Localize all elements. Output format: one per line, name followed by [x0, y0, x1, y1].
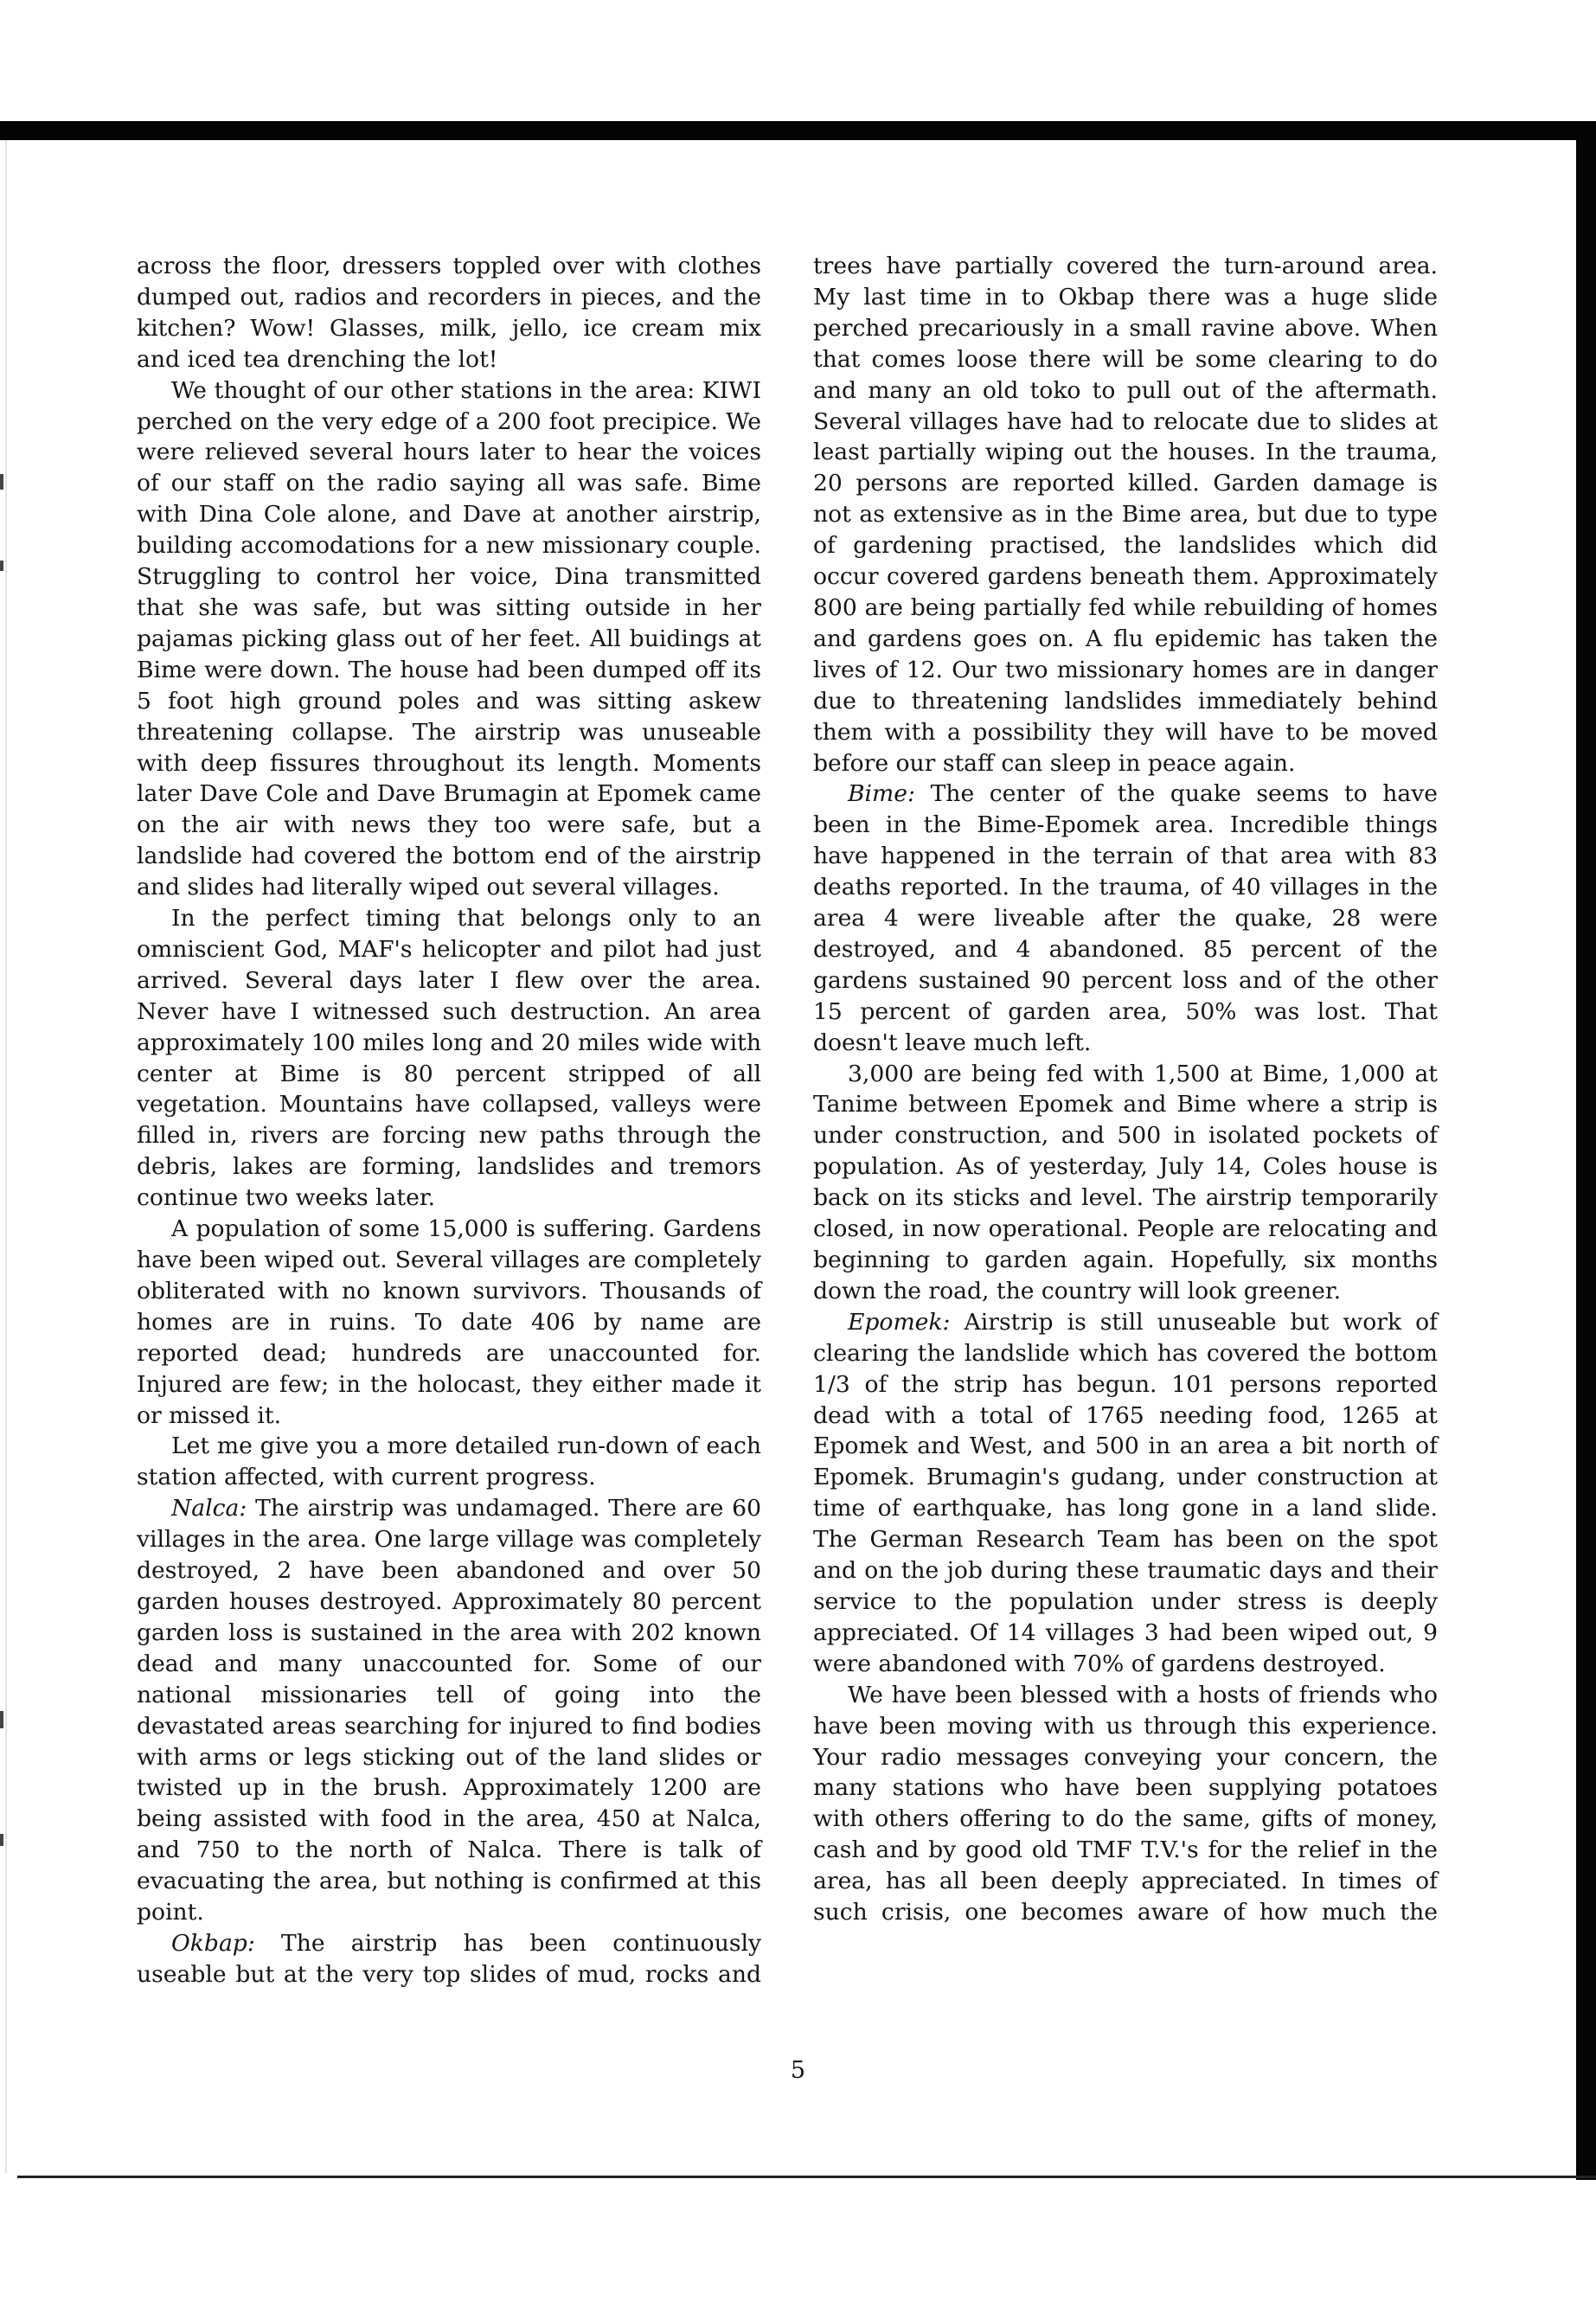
scan-edge-mark: [0, 1834, 3, 1846]
paragraph-bime: [813, 779, 1438, 1058]
page-number: 5: [790, 2057, 806, 2084]
scan-left-edge: [5, 140, 7, 2173]
paragraph-bime-text: The center of the quake seems to have been in the Bime-Epomek area. Incredible things have happened in the terrain of that area with 83 deaths reported. In the trauma, of 40 villages in the area 4 were liveable after the quake, 28 were destroyed, and 4 abandoned. 85 percent of the gardens sustained 90 percent loss and of the other 15 percent of garden area, 50% was lost. That doesn't leave much left.: [813, 780, 1438, 1056]
paragraph-nalca: [137, 1493, 761, 1928]
scan-edge-mark: [0, 561, 3, 571]
paragraph-nalca-text: The airstrip was undamaged. There are 60 villages in the area. One large village was completely destroyed, 2 have been abandoned and over 50 garden houses destroyed. Approximately 80 percent garden loss is sustained in the area with 202 known dead and many unaccounted for. Some of our national missionaries tell of going into the devastated areas searching for injured to find bodies with arms or legs sticking out of the land slides or twisted up in the brush. Approximately 1200 are being assisted with food in the area, 450 at Nalca, and 750 to the north of Nalca. There is talk of evacuating the area, but nothing is confirmed at this point.: [137, 1495, 761, 1926]
station-heading-okbap: Okbap:: [171, 1929, 255, 1957]
paragraph-epomek: [813, 1307, 1438, 1680]
right-column: [813, 251, 1438, 1928]
paragraph-rundown-intro: Let me give you a more detailed run-down of each station affected, with current progress.: [137, 1433, 761, 1491]
scan-edge-mark: [0, 474, 3, 490]
paragraph-population: A population of some 15,000 is suffering. Gardens have been wiped out. Several villages are completely obliterated with no known survivors. Thousands of homes are in ruins. To date 406 by name are reported dead; hundreds are unaccounted for. Injured are few; in the holocast, they either made it or missed it.: [137, 1215, 761, 1429]
scan-border-top: [0, 121, 1596, 140]
paragraph-okbap-continued: trees have partially covered the turn-around area. My last time in to Okbap there was a huge slide perched precariously in a small ravine above. When that comes loose there will be some clearing to do and many an old toko to pull out of the aftermath. Several villages have had to relocate due to slides at least partially wiping out the houses. In the trauma, 20 persons are reported killed. Garden damage is not as extensive as in the Bime area, but due to type of gardening practised, the landslides which did occur covered gardens beneath them. Approximately 800 are being partially fed while rebuilding of homes and gardens goes on. A flu epidemic has taken the lives of 12. Our two missionary homes are in danger due to threatening landslides immediately behind them with a possibility they will have to be moved before our staff can sleep in peace again.: [813, 253, 1438, 777]
station-heading-bime: Bime:: [848, 780, 915, 808]
paragraph-epomek-text: Airstrip is still unuseable but work of clearing the landslide which has covered the bottom 1/3 of the strip has begun. 101 persons reported dead with a total of 1765 needing food, 1265 at Epomek and West, and 500 in an area a bit north of Epomek. Brumagin's gudang, under construction at time of earthquake, has long gone in a land slide. The German Research Team has been on the spot and on the job during these traumatic days and their service to the population under stress is deeply appreciated. Of 14 villages 3 had been wiped out, 9 were abandoned with 70% of gardens destroyed.: [813, 1308, 1438, 1677]
scan-edge-mark: [0, 1711, 3, 1728]
paragraph-okbap: [137, 1928, 761, 1990]
station-heading-epomek: Epomek:: [848, 1308, 951, 1336]
paragraph-other-stations: We thought of our other stations in the area: KIWI perched on the very edge of a 200 foot precipice. We were relieved several hours later to hear the voices of our staff on the radio saying all was safe. Bime with Dina Cole alone, and Dave at another airstrip, building accomodations for a new missionary couple. Struggling to control her voice, Dina transmitted that she was safe, but was sitting outside in her pajamas picking glass out of her feet. All buidings at Bime were down. The house had been dumped off its 5 foot high ground poles and was sitting askew threatening collapse. The airstrip was unuseable with deep fissures throughout its length. Moments later Dave Cole and Dave Brumagin at Epomek came on the air with news they too were safe, but a landslide had covered the bottom end of the airstrip and slides had literally wiped out several villages.: [137, 376, 761, 901]
paragraph-feeding: 3,000 are being fed with 1,500 at Bime, 1,000 at Tanime between Epomek and Bime where a strip is under construction, and 500 in isolated pockets of population. As of yesterday, July 14, Coles house is back on its sticks and level. The airstrip temporarily closed, in now operational. People are relocating and beginning to garden again. Hopefully, six months down the road, the country will look greener.: [813, 1060, 1438, 1304]
paragraph-helicopter: In the perfect timing that belongs only to an omniscient God, MAF's helicopter and pilot had just arrived. Several days later I flew over the area. Never have I witnessed such destruction. An area approximately 100 miles long and 20 miles wide with center at Bime is 80 percent stripped of all vegetation. Mountains have collapsed, valleys were filled in, rivers are forcing new paths through the debris, lakes are forming, landslides and tremors continue two weeks later.: [137, 905, 761, 1212]
paragraph-okbap-text: The airstrip has been continuously useable but at the very top slides of mud, rocks and: [137, 1929, 761, 1988]
left-column: [137, 251, 761, 1990]
paragraph-friends: We have been blessed with a hosts of friends who have been moving with us through this experience. Your radio messages conveying your concern, the many stations who have been supplying potatoes with others offering to do the same, gifts of money, cash and by good old TMF T.V.'s for the relief in the area, has all been deeply appreciated. In times of such crisis, one becomes aware of how much the: [813, 1681, 1438, 1926]
scan-border-right: [1576, 121, 1596, 2180]
scan-border-bottom: [17, 2176, 1596, 2178]
article-page: [137, 251, 1443, 2128]
station-heading-nalca: Nalca:: [171, 1495, 247, 1522]
paragraph-continued: across the floor, dressers toppled over with clothes dumped out, radios and recorders in pieces, and the kitchen? Wow! Glasses, milk, jello, ice cream mix and iced tea drenching the lot!: [137, 253, 761, 373]
